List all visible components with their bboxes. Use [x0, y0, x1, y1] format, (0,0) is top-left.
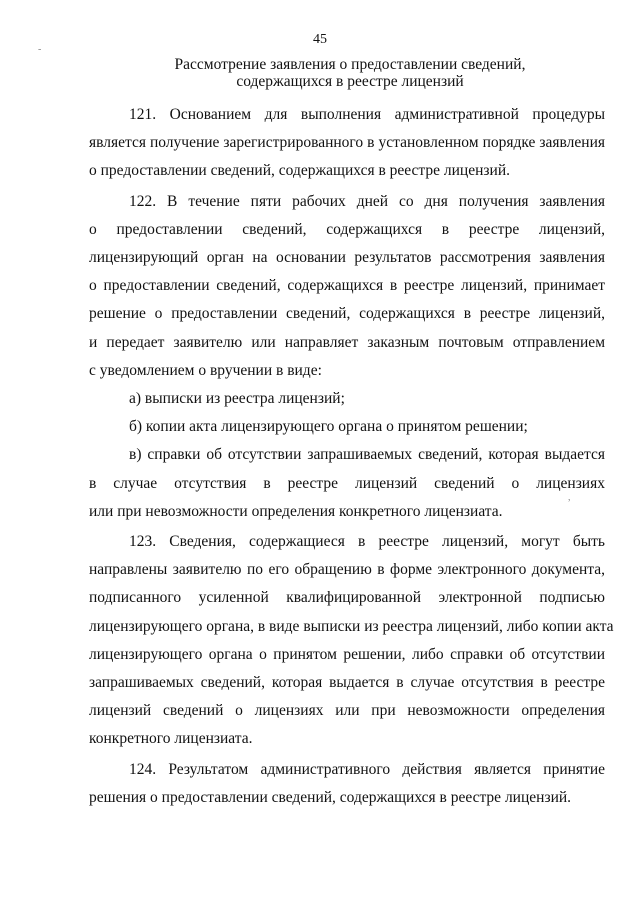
- paragraph-123: [89, 528, 614, 754]
- text-line: 122. В течение пяти рабочих дней со дня получения заявления: [129, 192, 605, 210]
- text-line: запрашиваемых сведений, которая выдается в случае отсутствия в реестре: [89, 674, 605, 692]
- list-item-b: [89, 413, 605, 441]
- text-line: о предоставлении сведений, содержащихся в реестре лицензий.: [89, 162, 510, 180]
- paragraph-121: [89, 101, 605, 186]
- text-line: решения о предоставлении сведений, содержащихся в реестре лицензий.: [89, 788, 572, 806]
- page-number: 45: [313, 32, 327, 47]
- text-line: направлены заявителю по его обращению в форме электронного документа,: [89, 561, 605, 579]
- text-line: 124. Результатом административного действия является принятие: [129, 760, 605, 778]
- text-line: б) копии акта лицензирующего органа о принятом решении;: [129, 418, 528, 436]
- text-line: лицензирующий орган на основании результатов рассмотрения заявления: [89, 249, 605, 267]
- section-title-line: Рассмотрение заявления о предоставлении сведений,: [174, 56, 526, 73]
- text-line: а) выписки из реестра лицензий;: [129, 390, 345, 408]
- section-title-line: содержащихся в реестре лицензий: [236, 73, 464, 90]
- text-line: 121. Основанием для выполнения административной процедуры: [129, 106, 605, 123]
- scan-speck: -: [38, 44, 42, 55]
- text-line: 123. Сведения, содержащиеся в реестре лицензий, могут быть: [129, 533, 605, 551]
- text-line: о предоставлении сведений, содержащихся в реестре лицензий, принимает: [89, 277, 605, 295]
- text-line: подписанного усиленной квалифицированной электронной подписью: [89, 589, 605, 607]
- text-line: и передает заявителю или направляет заказным почтовым отправлением: [89, 333, 605, 351]
- list-item-v: [89, 441, 605, 526]
- paragraph-124: [89, 756, 605, 812]
- scan-speck: ,: [568, 492, 571, 503]
- text-line: о предоставлении сведений, содержащихся в реестре лицензий,: [89, 220, 605, 238]
- text-line: лицензирующего органа, в виде выписки из реестра лицензий, либо копии акта: [89, 617, 614, 635]
- text-line: является получение зарегистрированного в установленном порядке заявления: [89, 134, 605, 152]
- text-line: в случае отсутствия в реестре лицензий сведений о лицензиях: [89, 474, 605, 492]
- text-line: или при невозможности определения конкретного лицензиата.: [89, 502, 503, 520]
- section-title: [90, 56, 610, 90]
- text-line: лицензирующего органа о принятом решении, либо справки об отсутствии: [89, 645, 605, 663]
- text-line: в) справки об отсутствии запрашиваемых сведений, которая выдается: [129, 446, 605, 464]
- document-body: [89, 101, 614, 812]
- paragraph-122: [89, 188, 605, 385]
- list-item-a: [89, 385, 605, 413]
- text-line: конкретного лицензиата.: [89, 730, 253, 748]
- text-line: решение о предоставлении сведений, содержащихся в реестре лицензий,: [89, 305, 605, 323]
- text-line: с уведомлением о вручении в виде:: [89, 361, 322, 379]
- text-line: лицензий сведений о лицензиях или при невозможности определения: [89, 702, 605, 720]
